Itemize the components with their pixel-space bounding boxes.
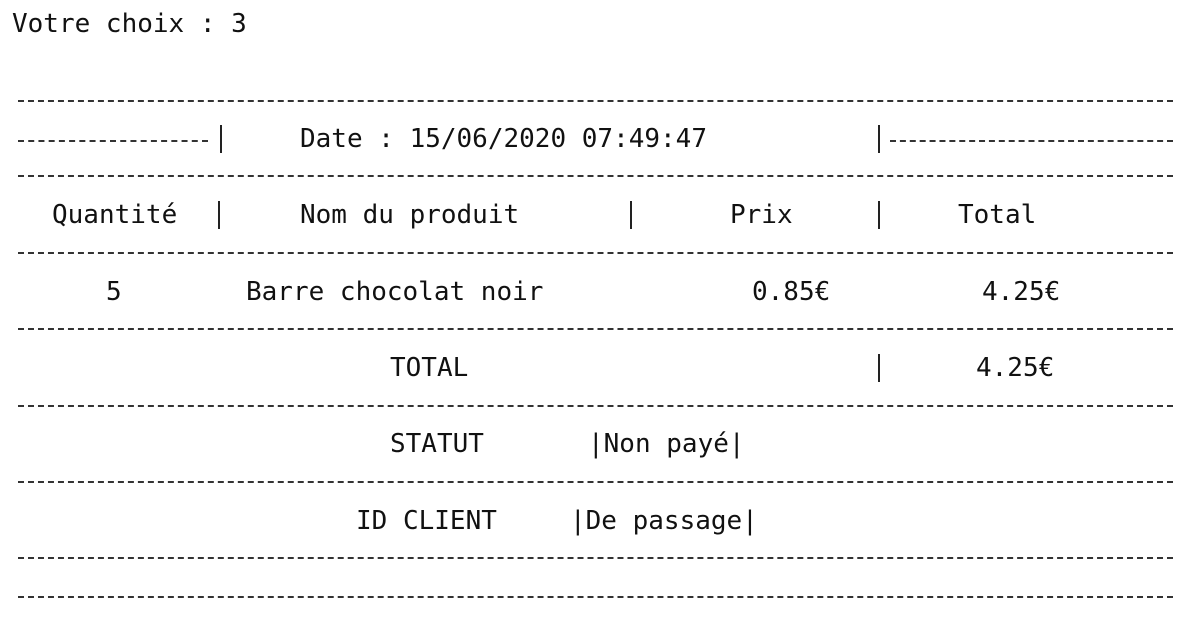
header-total: Total — [958, 200, 1037, 230]
client-id-value: |De passage| — [570, 506, 758, 536]
divider — [18, 481, 1173, 483]
column-separator — [218, 201, 220, 229]
divider — [18, 557, 1173, 559]
column-separator — [878, 354, 880, 382]
item-price: 0.85€ — [752, 277, 831, 307]
divider — [18, 252, 1173, 254]
client-id-label: ID CLIENT — [356, 506, 497, 536]
column-separator — [630, 201, 632, 229]
date-row-right-pipe — [878, 125, 880, 153]
total-label: TOTAL — [390, 353, 469, 383]
date-row-right-dashes — [890, 140, 1173, 142]
divider — [18, 100, 1173, 102]
date-row-left-dashes — [18, 140, 208, 142]
column-separator — [878, 201, 880, 229]
divider — [18, 175, 1173, 177]
header-product: Nom du produit — [300, 200, 520, 230]
status-value: |Non payé| — [588, 429, 745, 459]
divider — [18, 328, 1173, 330]
header-price: Prix — [730, 200, 793, 230]
date-row-left-pipe — [220, 125, 222, 153]
status-label: STATUT — [390, 429, 484, 459]
item-quantity: 5 — [106, 277, 122, 307]
item-product: Barre chocolat noir — [246, 277, 544, 307]
divider — [18, 405, 1173, 407]
total-value: 4.25€ — [976, 353, 1055, 383]
header-quantity: Quantité — [52, 200, 178, 230]
receipt-date: Date : 15/06/2020 07:49:47 — [300, 124, 707, 154]
divider — [18, 596, 1173, 598]
item-total: 4.25€ — [982, 277, 1061, 307]
choice-prompt: Votre choix : 3 — [12, 9, 247, 39]
